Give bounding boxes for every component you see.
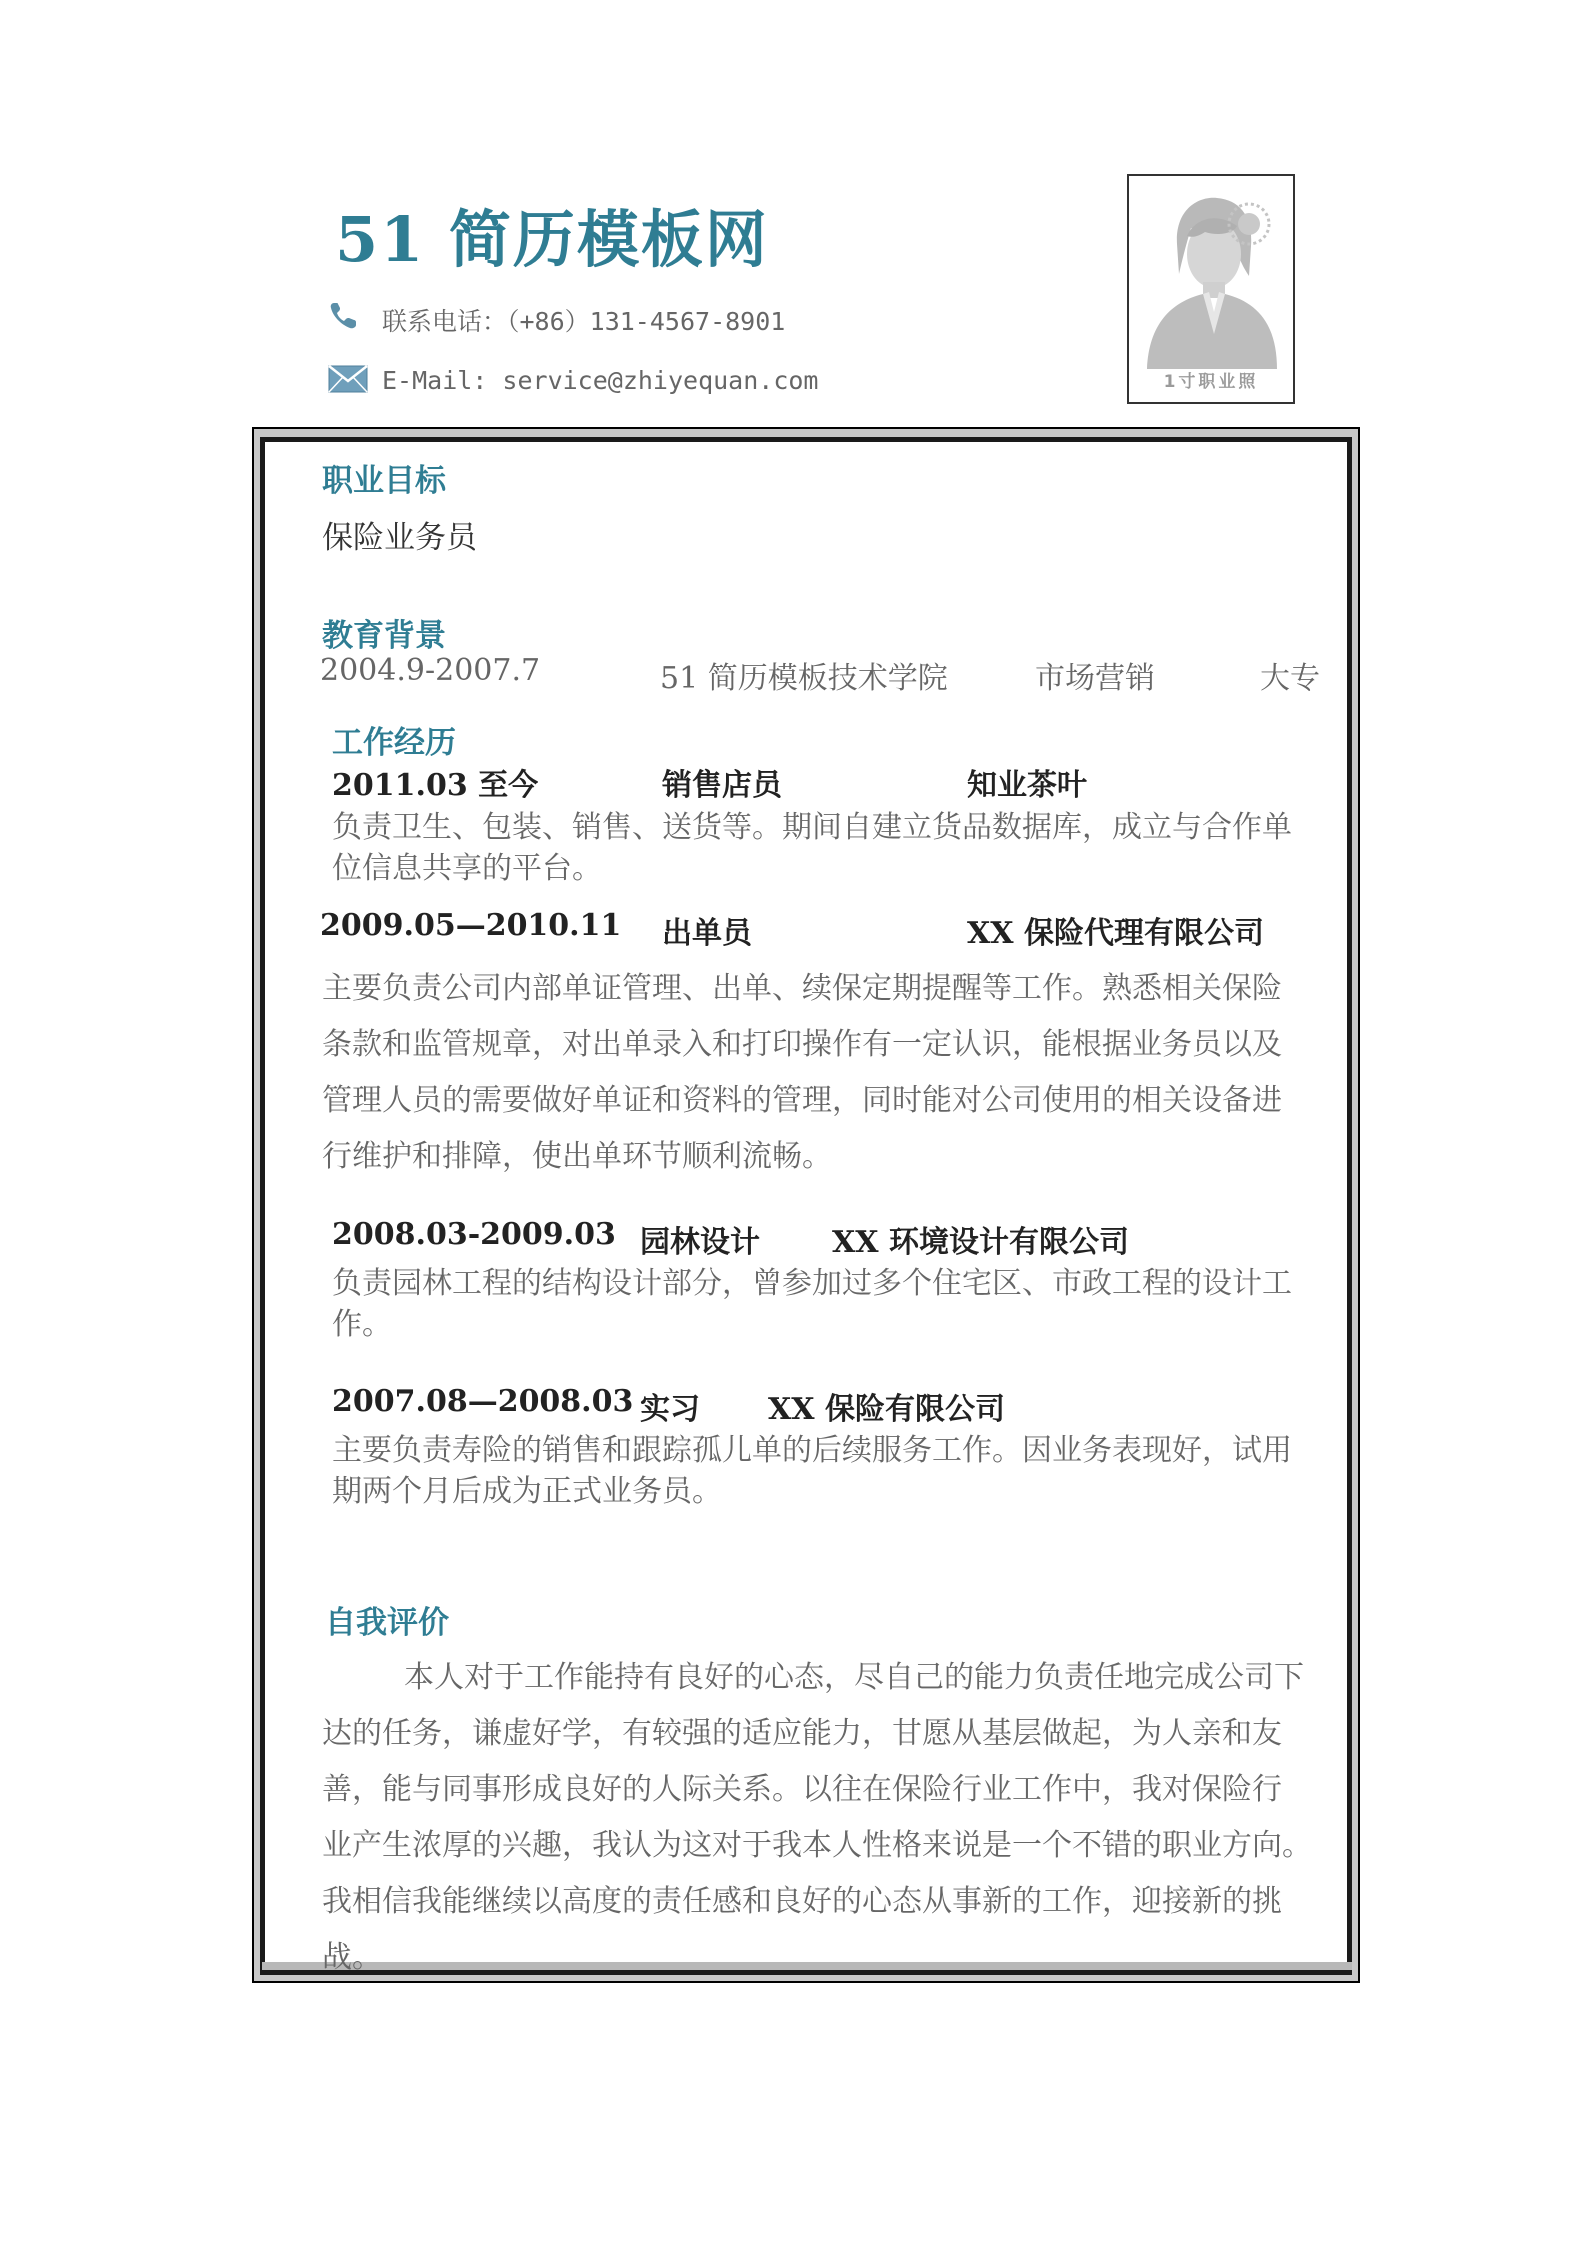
job-role: 实习 (640, 1392, 700, 1427)
self-evaluation-line: 本人对于工作能持有良好的心态，尽自己的能力负责任地完成公司下 (404, 1660, 1304, 1695)
self-evaluation-title: 自我评价 (325, 1605, 449, 1641)
job-desc-line: 负责卫生、包装、销售、送货等。期间自建立货品数据库，成立与合作单 (332, 810, 1292, 845)
job-period: 2009.05—2010.11 (320, 908, 622, 943)
photo-placeholder (1127, 174, 1295, 404)
avatar (1137, 184, 1285, 374)
job-desc-line: 主要负责公司内部单证管理、出单、续保定期提醒等工作。熟悉相关保险 (322, 971, 1282, 1006)
job-desc-line: 条款和监管规章，对出单录入和打印操作有一定认识，能根据业务员以及 (322, 1027, 1282, 1062)
job-role: 出单员 (662, 916, 752, 951)
job-company: 知业茶叶 (967, 768, 1087, 803)
job-desc-line: 行维护和排障，使出单环节顺利流畅。 (322, 1139, 832, 1174)
job-period: 2011.03 至今 (332, 768, 539, 803)
contact-phone: 联系电话：（+86）131-4567-8901 (382, 307, 786, 336)
education-period: 2004.9-2007.7 (320, 653, 541, 688)
objective-value: 保险业务员 (322, 520, 477, 556)
self-evaluation-line: 达的任务，谦虚好学，有较强的适应能力，甘愿从基层做起，为人亲和友 (322, 1716, 1282, 1751)
self-evaluation-line: 我相信我能继续以高度的责任感和良好的心态从事新的工作，迎接新的挑 (322, 1884, 1282, 1919)
job-period: 2008.03-2009.03 (332, 1217, 616, 1252)
contact-email: E-Mail: service@zhiyequan.com (382, 366, 819, 395)
job-desc-line: 位信息共享的平台。 (332, 851, 602, 886)
job-company: XX 保险代理有限公司 (967, 916, 1264, 951)
self-evaluation-line: 战。 (322, 1940, 382, 1975)
job-desc-line: 负责园林工程的结构设计部分，曾参加过多个住宅区、市政工程的设计工 (332, 1266, 1292, 1301)
job-desc-line: 管理人员的需要做好单证和资料的管理，同时能对公司使用的相关设备进 (322, 1083, 1282, 1118)
education-title: 教育背景 (322, 618, 446, 654)
work-title: 工作经历 (332, 725, 456, 761)
job-desc-line: 主要负责寿险的销售和跟踪孤儿单的后续服务工作。因业务表现好，试用 (332, 1433, 1292, 1468)
education-degree: 大专 (1260, 661, 1320, 696)
mail-icon (328, 365, 368, 393)
education-school: 51 简历模板技术学院 (660, 661, 948, 696)
job-role: 园林设计 (640, 1225, 760, 1260)
page-title: 51 简历模板网 (335, 203, 769, 276)
photo-caption: 1寸职业照 (1163, 372, 1259, 392)
job-desc-line: 作。 (332, 1307, 392, 1342)
frame-bottom-shade (262, 1962, 1352, 1970)
phone-icon (328, 300, 360, 332)
job-desc-line: 期两个月后成为正式业务员。 (332, 1474, 722, 1509)
job-role: 销售店员 (662, 768, 782, 803)
objective-title: 职业目标 (322, 463, 446, 499)
self-evaluation-line: 业产生浓厚的兴趣，我认为这对于我本人性格来说是一个不错的职业方向。 (322, 1828, 1312, 1863)
self-evaluation-line: 善，能与同事形成良好的人际关系。以往在保险行业工作中，我对保险行 (322, 1772, 1282, 1807)
job-company: XX 环境设计有限公司 (832, 1225, 1129, 1260)
job-period: 2007.08—2008.03 (332, 1384, 634, 1419)
education-major: 市场营销 (1035, 661, 1155, 696)
job-company: XX 保险有限公司 (768, 1392, 1005, 1427)
